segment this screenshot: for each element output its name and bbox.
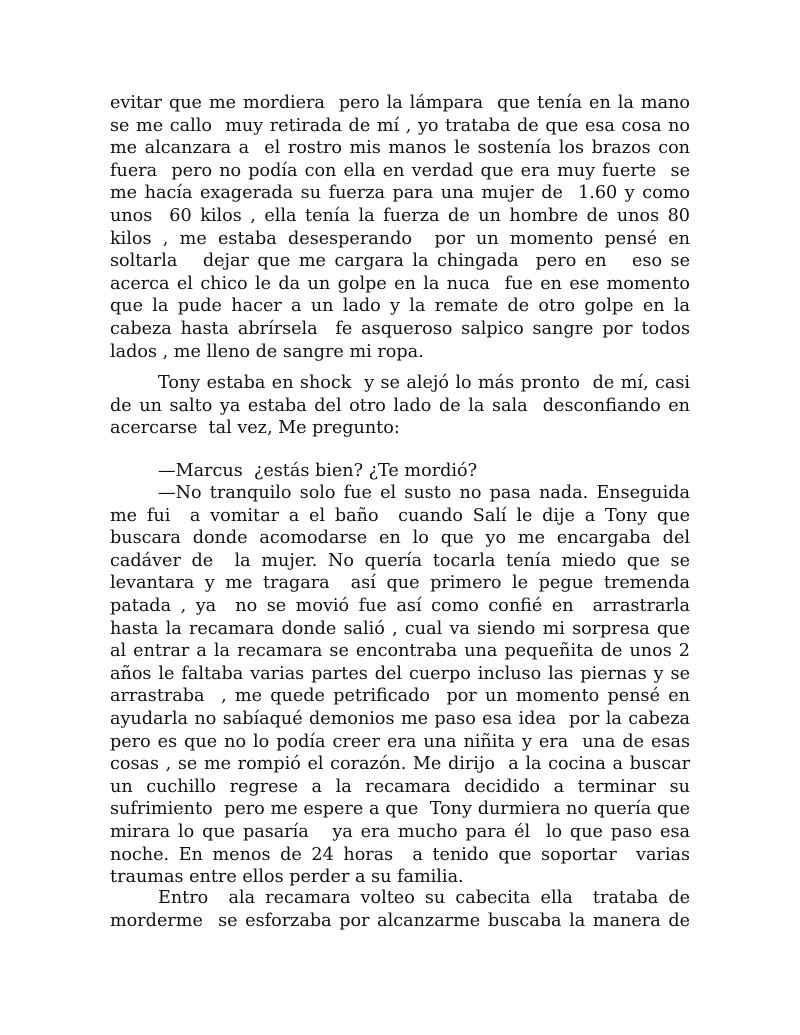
text-line: hasta la recamara donde salió , cual va siendo mi sorpresa que	[110, 618, 690, 639]
text-line: cadáver de la mujer. No quería tocarla tenía miedo que se	[110, 550, 690, 571]
text-line: arrastraba , me quede petrificado por un momento pensé en	[110, 686, 690, 707]
paragraph-3	[110, 887, 690, 932]
text-line: fuera pero no podía con ella en verdad que era muy fuerte se	[110, 160, 690, 181]
text-line: cosas , se me rompió el corazón. Me dirijo a la cocina a buscar	[110, 754, 690, 775]
text-line: pero es que no lo podía creer era una niñita y era una de esas	[110, 731, 690, 752]
text-line: kilos , me estaba desesperando por un momento pensé en	[110, 228, 690, 249]
text-line: soltarla dejar que me cargara la chingada pero en eso se	[110, 251, 690, 272]
text-line: patada , ya no se movió fue así como confié en arrastrarla	[110, 595, 690, 616]
text-line: sufrimiento pero me espere a que Tony durmiera no quería que	[110, 799, 690, 820]
text-line: traumas entre ellos perder a su familia.	[110, 867, 464, 888]
text-line: noche. En menos de 24 horas a tenido que soportar varias	[110, 844, 690, 865]
text-line: me hacía exagerada su fuerza para una mujer de 1.60 y como	[110, 183, 690, 204]
text-line: me fui a vomitar a el baño cuando Salí le dije a Tony que	[110, 505, 690, 526]
text-line: me alcanzara a el rostro mis manos le sostenía los brazos con	[110, 138, 690, 159]
text-line: buscara donde acomodarse en lo que yo me encargaba del	[110, 528, 690, 549]
text-line: —No tranquilo solo fue el susto no pasa nada. Enseguida	[158, 483, 690, 503]
text-line: que la pude hacer a un lado y la remate de otro golpe en la	[110, 296, 690, 317]
text-line: —Marcus ¿estás bien? ¿Te mordió?	[158, 461, 478, 481]
text-line: acerca el chico le da un golpe en la nuca fue en ese momento	[110, 273, 690, 294]
text-line: morderme se esforzaba por alcanzarme buscaba la manera de	[110, 910, 690, 931]
dialogue-2	[110, 482, 690, 889]
paragraph-2	[110, 372, 690, 440]
text-line: al entrar a la recamara se encontraba una pequeñita de unos 2	[110, 641, 690, 662]
paragraph-1	[110, 92, 690, 363]
text-line: unos 60 kilos , ella tenía la fuerza de un hombre de unos 80	[110, 205, 690, 226]
text-line: ayudarla no sabíaqué demonios me paso esa idea por la cabeza	[110, 708, 690, 729]
text-line: mirara lo que pasaría ya era mucho para él lo que paso esa	[110, 821, 690, 842]
dialogue-1	[110, 460, 690, 483]
text-line: cabeza hasta abrírsela fe asqueroso salpico sangre por todos	[110, 318, 690, 339]
text-line: se me callo muy retirada de mí , yo trataba de que esa cosa no	[110, 115, 690, 136]
text-line: años le faltaba varias partes del cuerpo incluso las piernas y se	[110, 663, 690, 684]
text-line: acercarse tal vez, Me pregunto:	[110, 418, 400, 439]
text-line: levantara y me tragara así que primero le pegue tremenda	[110, 573, 690, 594]
text-line: evitar que me mordiera pero la lámpara que tenía en la mano	[110, 93, 690, 113]
text-line: Tony estaba en shock y se alejó lo más pronto de mí, casi	[158, 373, 690, 393]
text-line: Entro ala recamara volteo su cabecita ella trataba de	[158, 888, 690, 908]
text-line: un cuchillo regrese a la recamara decidido a terminar su	[110, 776, 690, 797]
text-line: lados , me lleno de sangre mi ropa.	[110, 341, 424, 362]
text-line: de un salto ya estaba del otro lado de la sala desconfiando en	[110, 395, 690, 416]
